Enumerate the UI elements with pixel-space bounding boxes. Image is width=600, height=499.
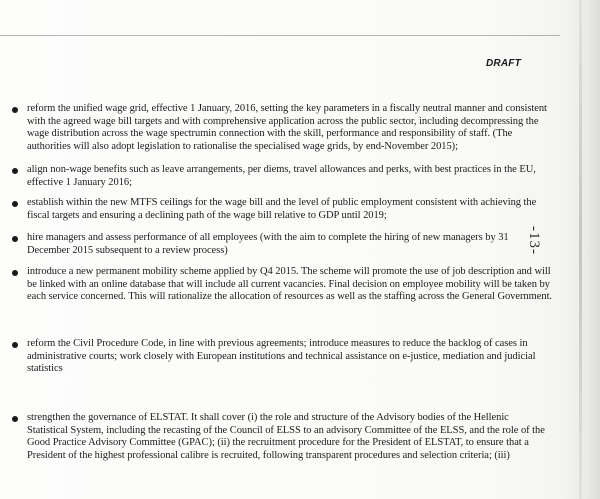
- bullet-icon: [12, 236, 18, 242]
- bullet-icon: [12, 168, 18, 174]
- list-item: align non-wage benefits such as leave arrangements, per diems, travel allowances and perks, with best practices in the EU, effective 1 January 2016;: [27, 164, 536, 188]
- bullet-icon: [12, 107, 18, 113]
- page-number-handwritten: -13-: [526, 226, 542, 255]
- draft-watermark: DRAFT: [486, 58, 521, 69]
- bullet-icon: [12, 342, 18, 348]
- list-item: hire managers and assess performance of all employees (with the aim to complete the hiring of new managers by 31 December 2015 subsequent to a review process): [27, 232, 509, 256]
- bullet-icon: [12, 270, 18, 276]
- header-rule: [0, 35, 560, 36]
- list-item: strengthen the governance of ELSTAT. It shall cover (i) the role and structure of the Advisory bodies of the Hellenic Statistical System, including the recasting of the Council of ELSS to an advisory Committee of the ELSS, and the role of the Good Practice Advisory Committee (GPAC); (ii) the recruitment procedure for the President of ELSTAT, to ensure that a President of the highest professional calibre is recruited, following transparent procedures and selection criteria; (iii): [27, 412, 545, 461]
- bullet-icon: [12, 201, 18, 207]
- list-item: establish within the new MTFS ceilings for the wage bill and the level of public employment consistent with achieving the fiscal targets and ensuring a declining path of the wage bill relative to GDP until 2019;: [27, 197, 537, 221]
- list-item: reform the Civil Procedure Code, in line with previous agreements; introduce measures to reduce the backlog of cases in administrative courts; work closely with European institutions and technical assistance on e-justice, mediation and judicial statistics: [27, 338, 536, 375]
- bullet-icon: [12, 416, 18, 422]
- list-item: introduce a new permanent mobility scheme applied by Q4 2015. The scheme will promote the use of job description and will be linked with an online database that will include all current vacancies. Final decision on employee mobility will be taken by each service concerned. This will rationalize the allocation of resources as well as the staffing across the General Government.: [27, 266, 553, 303]
- list-item: reform the unified wage grid, effective 1 January, 2016, setting the key parameters in a fiscally neutral manner and consistent with the agreed wage bill targets and with comprehensive application across the public sector, including decompressing the wage distribution across the wage spectrumin connection with the skill, performance and responsibility of staff. (The authorities will also adopt legislation to rationalise the specialised wage grids, by end-November 2015);: [27, 103, 547, 152]
- page-edge-shadow: [579, 0, 582, 499]
